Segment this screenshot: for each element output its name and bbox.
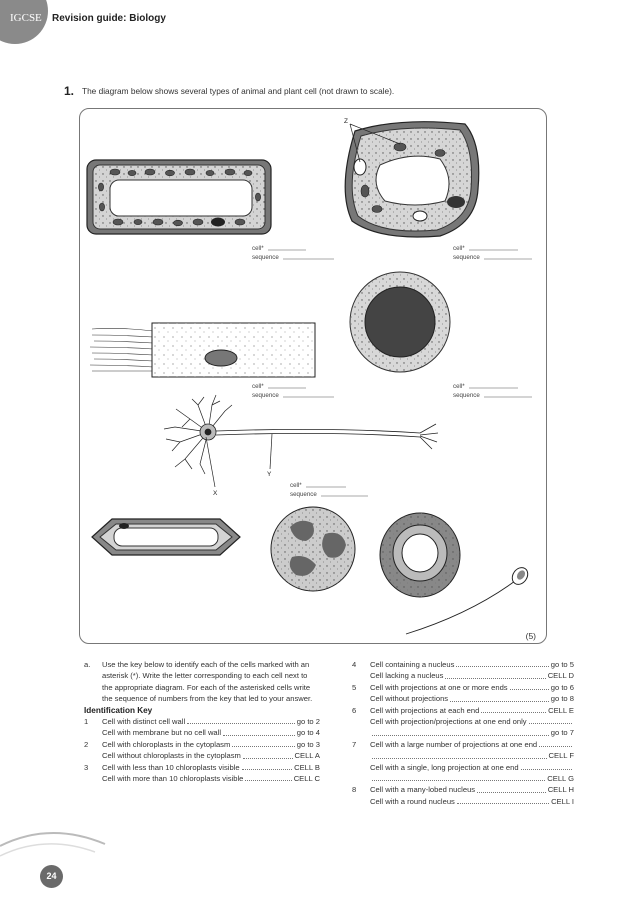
key-row [84,762,320,773]
key-row-leader [372,773,545,781]
part-a-text: Use the key below to identify each of the cells marked with an asterisk (*). Write the letter corresponding to each cell next to the appropriate diagram. For each of the asterisked cells write the sequence of numbers from the key that led to your answer. [102,660,313,704]
part-a-letter: a. [84,660,91,669]
key-row-outcome: go to 5 [550,660,574,669]
round-nucleus-cell [350,272,450,372]
cell-label-4: cell* [453,383,465,390]
key-row-leader [521,762,572,770]
key-row-outcome: CELL B [294,762,320,772]
header-title: Revision guide: Biology [52,13,166,24]
sequence-label-2: sequence [453,254,480,261]
key-row-outcome: CELL A [294,751,320,761]
key-row-description: Cell with distinct cell wall [102,717,186,727]
key-row [352,705,574,716]
cell-diagram [79,108,547,644]
neuron-cell [164,395,438,474]
key-row-leader [223,727,295,735]
elongated-plant-cell [87,160,271,234]
key-row [352,750,574,761]
key-row-leader [529,716,572,724]
key-row-description: Cell without projections [370,694,449,704]
key-row-description: Cell with a many-lobed nucleus [370,785,476,795]
key-row-number: 6 [352,705,357,715]
cell-label-2: cell* [453,245,465,252]
key-row [352,796,574,807]
key-row-description: Cell with a round nucleus [370,796,455,806]
key-row-outcome: CELL F [548,751,574,761]
key-row [352,716,574,727]
key-row-outcome: go to 8 [550,694,574,704]
rounded-plant-cell [345,122,479,237]
key-row-leader [510,682,549,690]
key-row-number: 5 [352,682,357,692]
key-row-leader [477,784,546,792]
key-row-leader [539,739,572,747]
key-row-outcome: CELL E [548,705,574,715]
key-row-leader [457,796,549,804]
key-row-outcome: go to 3 [296,739,320,749]
key-row-leader [450,693,549,701]
key-row-outcome: go to 6 [550,682,574,692]
key-row-number: 3 [84,762,89,772]
sequence-label-1: sequence [252,254,279,261]
question-number: 1. [64,84,75,98]
sequence-label-5: sequence [290,491,317,498]
hexagonal-plant-cell [92,519,240,555]
key-row-number: 4 [352,660,357,669]
key-row-leader [242,762,293,770]
key-row-leader [187,716,295,724]
key-row [352,784,574,795]
left-column [84,659,320,784]
key-row-description: Cell lacking a nucleus [370,671,444,681]
key-row-outcome: go to 7 [550,728,574,738]
key-row [84,727,320,738]
key-row-leader [372,750,547,758]
key-row [84,773,320,784]
key-row-description: Cell with less than 10 chloroplasts visible [102,762,240,772]
key-row [84,716,320,727]
key-row-number: 8 [352,785,357,795]
key-row-leader [445,670,545,678]
key-row-outcome: go to 2 [296,717,320,727]
key-row-leader [372,727,549,735]
key-row-description: Cell with projections at one or more ends [370,682,508,692]
key-row [352,762,574,773]
key-row-description: Cell without chloroplasts in the cytoplasm [102,751,241,761]
key-row-number: 1 [84,717,89,727]
key-row-outcome: CELL I [551,796,574,806]
red-blood-cell [380,513,460,597]
key-row-description: Cell with membrane but no cell wall [102,728,222,738]
key-row [352,659,574,670]
key-row-description: Cell with projection/projections at one end only [370,716,527,726]
key-row [352,727,574,738]
key-row [352,693,574,704]
key-row-outcome: CELL G [547,773,574,783]
key-row-leader [456,659,548,667]
key-row-leader [232,739,294,747]
label-z: Z [344,118,348,125]
ciliated-cell [90,323,315,377]
key-row-description: Cell with more than 10 chloroplasts visible [102,773,244,783]
cell-label-3: cell* [252,383,264,390]
key-row-description: Cell with a large number of projections at one end [370,739,538,749]
label-x: X [213,490,218,497]
key-row-description: Cell with chloroplasts in the cytoplasm [102,739,231,749]
key-row [352,670,574,681]
key-row [352,773,574,784]
key-row-outcome: CELL D [547,671,574,681]
label-y: Y [267,471,272,478]
key-row-description: Cell containing a nucleus [370,660,455,669]
header-badge-text: IGCSE [10,12,42,24]
key-row-outcome: go to 4 [296,728,320,738]
key-row-outcome: CELL H [547,785,574,795]
cell-label-1: cell* [252,245,264,252]
question-text: The diagram below shows several types of animal and plant cell (not drawn to scale). [82,86,395,96]
page-corner-arc [0,826,110,903]
key-row [352,739,574,750]
key-row [84,739,320,750]
sequence-label-3: sequence [252,392,279,399]
key-row-number: 2 [84,739,89,749]
question-marks: (5) [525,631,536,641]
key-row-leader [245,773,291,781]
white-blood-cell [271,507,355,591]
key-row-leader [243,750,293,758]
sequence-label-4: sequence [453,392,480,399]
key-row-description: Cell with projections at each end [370,705,480,715]
key-row-description: Cell with a single, long projection at one end [370,762,519,772]
key-row-number: 7 [352,739,357,749]
cell-label-5: cell* [290,482,302,489]
key-row [352,682,574,693]
key-row-leader [481,705,546,713]
key-heading: Identification Key [84,705,153,715]
page-number: 24 [40,865,63,888]
key-row-outcome: CELL C [293,773,320,783]
right-column [352,659,574,807]
key-row [84,750,320,761]
